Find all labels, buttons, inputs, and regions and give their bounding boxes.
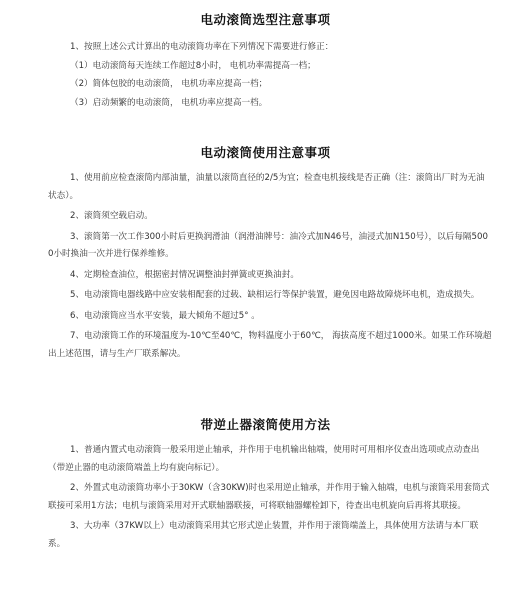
list-item: （1）电动滚筒每天连续工作超过8小时， 电机功率需提高一档； [70,60,316,71]
section-backstop-usage [0,415,531,553]
section-selection-notes [0,10,531,112]
list-item: 1、普通内置式电动滚筒一般采用逆止轴承，并作用于电机输出轴端，使用时可用相序仪查出选项或点动查出（带逆止器的电动滚筒端盖上均有旋向标记）。 [48,445,480,473]
list-item: 3、大功率（37KW以上）电动滚筒采用其它形式逆止装置，并作用于滚筒端盖上，具体使用方法请与本厂联系。 [48,521,479,549]
section-usage-notes [0,143,531,363]
list-item: （2）简体包胶的电动滚筒， 电机功率应提高一档； [70,79,268,89]
list-item: 1、使用前应检查滚筒内部油量，油量以滚筒直径的2/5为宜；检查电机接线是否正确（注：滚筒出厂时为无油状态）。 [48,173,485,201]
list-item: 2、滚筒须空载启动。 [70,211,153,221]
section-title: 带逆止器滚筒使用方法 [200,417,331,432]
list-item: 6、电动滚筒应当水平安装，最大倾角不超过5° 。 [70,310,260,321]
list-item: 3、滚筒第一次工作300小时后更换润滑油（润滑油牌号：油冷式加N46号，油浸式加N150号），以后每隔5000小时换油一次并进行保养维修。 [48,231,488,259]
list-item: 7、电动滚筒工作的环境温度为-10℃至40℃，物料温度小于60℃， 海拔高度不超过1000米。如果工作环境超出上述范围，请与生产厂联系解决。 [48,331,492,359]
list-item: 2、外置式电动滚筒功率小于30KW（含30KW)时也采用逆止轴承，并作用于输入轴端，电机与滚筒采用套筒式联接可采用1方法；电机与滚筒采用对开式联轴器联接，可将联轴器螺栓卸下，待查出电机旋向后再将其联接。 [48,483,490,511]
intro-paragraph: 1、按照上述公式计算出的电动滚筒功率在下列情况下需要进行修正： [70,42,334,52]
list-item: （3）启动频繁的电动滚筒， 电机功率应提高一档。 [70,97,268,108]
section-title: 电动滚筒使用注意事项 [200,145,331,160]
list-item: 4、定期检查油位，根据密封情况调整油封弹簧或更换油封。 [70,269,299,280]
section-title: 电动滚筒选型注意事项 [200,12,331,27]
list-item: 5、电动滚筒电器线路中应安装相配套的过载、缺相运行等保护装置，避免因电路故障烧坏电机，造成损失。 [70,290,480,300]
